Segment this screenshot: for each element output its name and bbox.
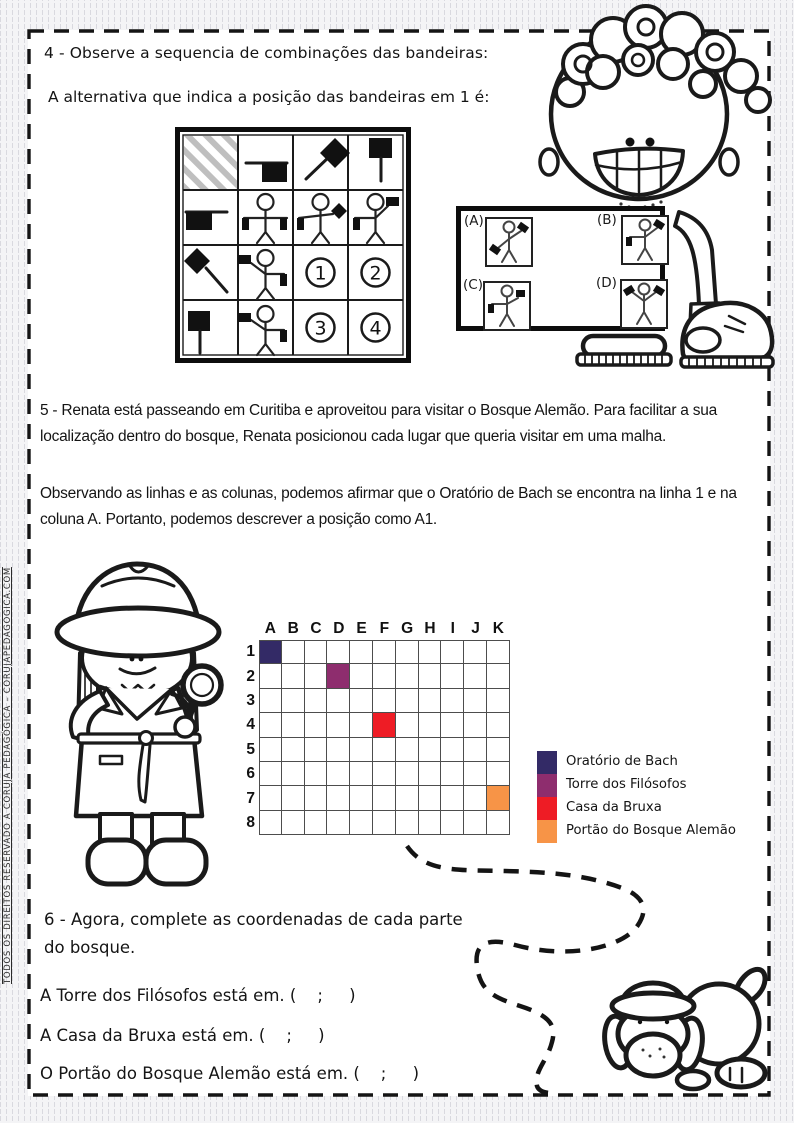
detective-clipart [42, 558, 250, 888]
grid-cell-F2 [373, 664, 396, 688]
detective-coat [71, 685, 202, 816]
grid-cell-B1 [282, 640, 305, 664]
grid-column-header-C: C [310, 620, 322, 637]
grid-column-header-E: E [356, 620, 367, 637]
kid-left-eye [626, 138, 635, 147]
legend-item [537, 820, 736, 843]
grid-cell-H7 [419, 786, 442, 810]
question-6-item-casa: A Casa da Bruxa está em. ( ; ) [40, 1026, 325, 1045]
grid-cell-I6 [441, 762, 464, 786]
grid-column-header-K: K [492, 620, 504, 637]
grid-cell-J1 [464, 640, 487, 664]
grid-cell-D8 [327, 811, 350, 835]
grid-cell-B6 [282, 762, 305, 786]
kid-right-arm [675, 212, 716, 305]
legend-item [537, 774, 736, 797]
grid-cell-G5 [396, 738, 419, 762]
grid-cell-E2 [350, 664, 373, 688]
grid-cell-I2 [441, 664, 464, 688]
grid-cell-A7 [259, 786, 282, 810]
grid-cell-B5 [282, 738, 305, 762]
question-4-subtitle: A alternativa que indica a posição das bandeiras em 1 é: [48, 88, 490, 106]
grid-row-header-5: 5 [246, 740, 255, 758]
dog-clipart [598, 960, 776, 1095]
kid-left-ear [540, 149, 558, 175]
option-d-figure [622, 281, 666, 327]
option-d-label: (D) [596, 275, 617, 291]
grid-cell-K1 [487, 640, 510, 664]
dog-hat [612, 983, 694, 1019]
grid-marker-K7 [487, 786, 510, 810]
svg-text:4: 4 [369, 317, 382, 340]
grid-cell-C5 [305, 738, 328, 762]
grid-cell-J6 [464, 762, 487, 786]
option-c-figure [485, 283, 529, 329]
grid-cell-B2 [282, 664, 305, 688]
grid-column-header-D: D [333, 620, 345, 637]
question-4-title: 4 - Observe a sequencia de combinações das bandeiras: [44, 44, 489, 62]
grid-column-header-A: A [264, 620, 276, 637]
grid-column-header-I: I [450, 620, 455, 637]
grid-cell-C8 [305, 811, 328, 835]
grid-cell-G4 [396, 713, 419, 737]
grid-cell-K8 [487, 811, 510, 835]
grid-cell-J4 [464, 713, 487, 737]
grid-cell-H1 [419, 640, 442, 664]
detective-nose-dot-left [130, 657, 135, 662]
grid-cell-D5 [327, 738, 350, 762]
grid-cell-A2 [259, 664, 282, 688]
grid-cell-C1 [305, 640, 328, 664]
grid-cell-E3 [350, 689, 373, 713]
grid-row-header-1: 1 [246, 643, 255, 661]
grid-cell-D1 [327, 640, 350, 664]
kid-right-eye [646, 138, 655, 147]
grid-column-header-B: B [287, 620, 299, 637]
grid-cell-C6 [305, 762, 328, 786]
grid-cell-I8 [441, 811, 464, 835]
grid-cell-E5 [350, 738, 373, 762]
grid-cell-G7 [396, 786, 419, 810]
grid-cell-G2 [396, 664, 419, 688]
option-c-box [483, 281, 531, 331]
grid-cell-C4 [305, 713, 328, 737]
grid-cell-F5 [373, 738, 396, 762]
grid-marker-A1 [259, 640, 282, 664]
kid-left-shoe [577, 336, 671, 365]
grid-cell-H6 [419, 762, 442, 786]
grid-cell-G3 [396, 689, 419, 713]
grid-cell-H5 [419, 738, 442, 762]
legend-label: Torre dos Filósofos [566, 777, 687, 792]
option-b-label: (B) [597, 212, 617, 228]
grid-cell-E6 [350, 762, 373, 786]
grid-marker-D2 [327, 664, 350, 688]
grid-corner [240, 614, 259, 640]
legend-label: Casa da Bruxa [566, 800, 662, 815]
grid-cell-K3 [487, 689, 510, 713]
grid-cell-C7 [305, 786, 328, 810]
grid-cell-B3 [282, 689, 305, 713]
hatched-corner-cell [184, 136, 237, 189]
grid-cell-F7 [373, 786, 396, 810]
grid-cell-B4 [282, 713, 305, 737]
grid-cell-I5 [441, 738, 464, 762]
puzzle-number-3 [307, 314, 335, 342]
option-a-box [485, 217, 533, 267]
question-5-paragraph-1: 5 - Renata está passeando em Curitiba e aproveitou para visitar o Bosque Alemão. Para facilitar a sua localização dentro do bosque, Renata posicionou cada lugar que queria visitar em uma malha. [40, 402, 717, 445]
svg-text:2: 2 [369, 262, 382, 285]
svg-text:1: 1 [314, 262, 327, 285]
legend-swatch [537, 751, 557, 774]
grid-cell-C2 [305, 664, 328, 688]
grid-row-header-8: 8 [246, 813, 255, 831]
grid-marker-F4 [373, 713, 396, 737]
grid-row-header-6: 6 [246, 765, 255, 783]
dog-front-paw [677, 1071, 709, 1089]
grid-cell-H3 [419, 689, 442, 713]
grid-cell-I4 [441, 713, 464, 737]
grid-cell-A8 [259, 811, 282, 835]
grid-cell-A3 [259, 689, 282, 713]
grid-row-header-4: 4 [246, 716, 255, 734]
grid-cell-H2 [419, 664, 442, 688]
legend-swatch [537, 774, 557, 797]
grid-cell-A4 [259, 713, 282, 737]
grid-cell-H4 [419, 713, 442, 737]
grid-column-header-H: H [424, 620, 436, 637]
grid-cell-D3 [327, 689, 350, 713]
detective-hat [57, 564, 219, 656]
grid-cell-F6 [373, 762, 396, 786]
legend-label: Portão do Bosque Alemão [566, 823, 736, 838]
grid-cell-K2 [487, 664, 510, 688]
grid-cell-E8 [350, 811, 373, 835]
grid-cell-E4 [350, 713, 373, 737]
question-6-item-portao: O Portão do Bosque Alemão está em. ( ; ) [40, 1064, 420, 1083]
grid-cell-G6 [396, 762, 419, 786]
legend-label: Oratório de Bach [566, 754, 678, 769]
grid-cell-H8 [419, 811, 442, 835]
option-d-box [620, 279, 668, 329]
copyright-vertical-text: TODOS OS DIREITOS RESERVADO A CORUJA PEDAGÓGICA – CORUJAPEDAGOGICA.COM [3, 567, 13, 984]
grid-row-header-2: 2 [246, 667, 255, 685]
grid-cell-B8 [282, 811, 305, 835]
grid-cell-A5 [259, 738, 282, 762]
grid-cell-J8 [464, 811, 487, 835]
puzzle-number-2 [362, 259, 390, 287]
grid-cell-F8 [373, 811, 396, 835]
grid-row-header-3: 3 [246, 691, 255, 709]
grid-cell-D7 [327, 786, 350, 810]
kid-right-shoe [681, 303, 773, 367]
grid-column-header-F: F [379, 620, 390, 637]
coordinate-grid [240, 614, 510, 835]
option-c-label: (C) [463, 277, 483, 293]
grid-cell-J7 [464, 786, 487, 810]
grid-cell-B7 [282, 786, 305, 810]
legend-item [537, 797, 736, 820]
grid-cell-C3 [305, 689, 328, 713]
grid-cell-F3 [373, 689, 396, 713]
legend [537, 751, 736, 843]
question-5-paragraph-2: Observando as linhas e as colunas, podemos afirmar que o Oratório de Bach se encontra na linha 1 e na coluna A. Portanto, podemos descrever a posição como A1. [40, 485, 737, 528]
puzzle-number-1 [307, 259, 335, 287]
flag-combination-grid [175, 127, 411, 363]
grid-row-header-7: 7 [246, 789, 255, 807]
grid-cell-G1 [396, 640, 419, 664]
detective-shoes [88, 814, 206, 884]
grid-cell-J5 [464, 738, 487, 762]
grid-cell-E1 [350, 640, 373, 664]
dog-snout [626, 1034, 680, 1076]
grid-cell-E7 [350, 786, 373, 810]
answer-options-board [456, 206, 665, 331]
legend-item [537, 751, 736, 774]
grid-cell-J2 [464, 664, 487, 688]
kid-right-ear [720, 149, 738, 175]
option-a-figure [487, 219, 531, 265]
detective-belt-knot [140, 732, 153, 745]
grid-cell-K6 [487, 762, 510, 786]
question-6-title: 6 - Agora, complete as coordenadas de cada parte do bosque. [44, 910, 463, 957]
question-6-item-torre: A Torre dos Filósofos está em. ( ; ) [40, 986, 356, 1005]
grid-cell-A6 [259, 762, 282, 786]
grid-cell-D6 [327, 762, 350, 786]
puzzle-number-4 [362, 314, 390, 342]
option-a-label: (A) [464, 213, 484, 229]
svg-text:3: 3 [314, 317, 327, 340]
grid-cell-J3 [464, 689, 487, 713]
grid-column-header-G: G [401, 620, 414, 637]
option-b-box [621, 215, 669, 265]
option-b-figure [623, 217, 667, 263]
grid-cell-F1 [373, 640, 396, 664]
grid-cell-I3 [441, 689, 464, 713]
grid-column-header-J: J [471, 620, 480, 637]
grid-cell-K4 [487, 713, 510, 737]
legend-swatch [537, 797, 557, 820]
detective-hand [175, 717, 195, 737]
grid-cell-I7 [441, 786, 464, 810]
grid-cell-D4 [327, 713, 350, 737]
legend-swatch [537, 820, 557, 843]
grid-cell-I1 [441, 640, 464, 664]
grid-cell-K5 [487, 738, 510, 762]
grid-cell-G8 [396, 811, 419, 835]
detective-nose-dot-right [139, 657, 144, 662]
